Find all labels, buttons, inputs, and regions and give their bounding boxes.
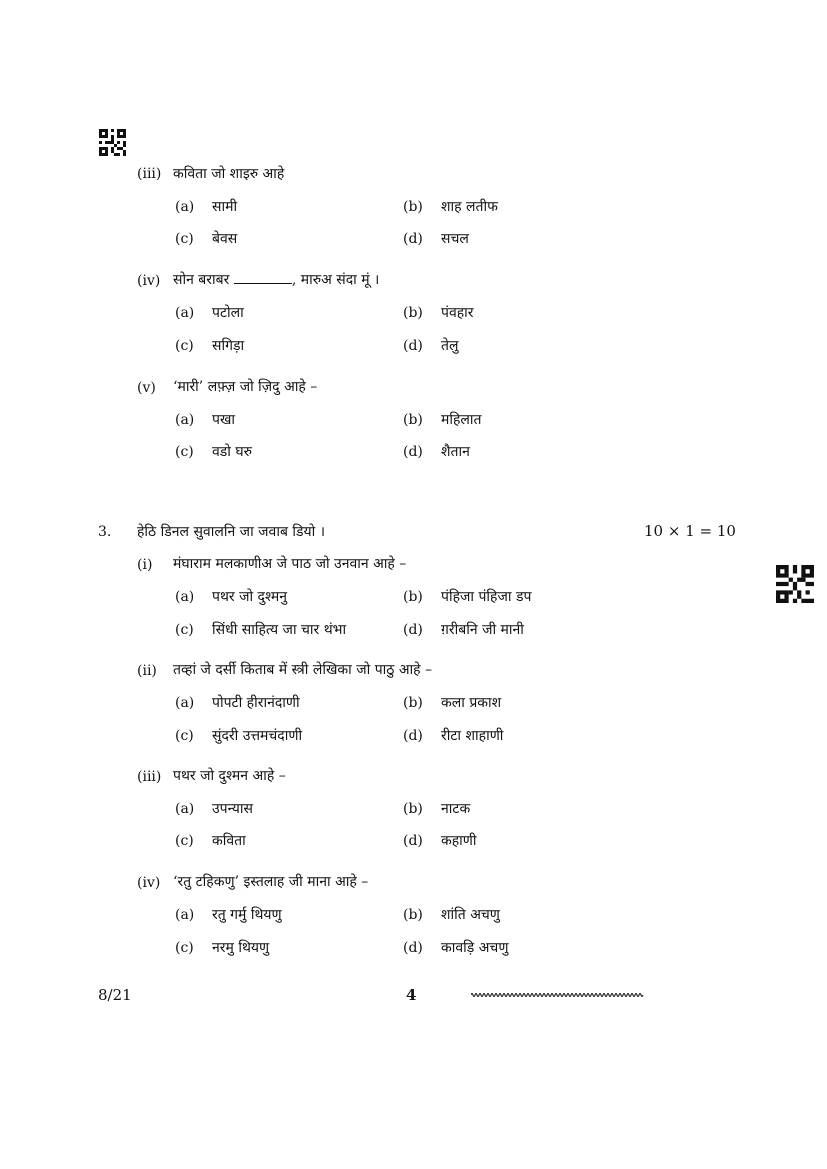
option-text: बेवस [212,231,238,247]
fill-in-blank [234,271,292,284]
section-heading: हेठि डिनल सुवालनि जा जवाब डियो । [137,524,326,540]
question-text [173,270,379,289]
option-text: रतु गर्मु थियणु [212,907,282,923]
option-label: (a) [175,695,195,711]
option-text: तेलु [441,338,459,354]
option-text: कहाणी [441,833,477,849]
option-text: ग़रीबनि जी मानी [441,622,524,638]
question-text-after: , मारुअ संदा मूं । [291,272,380,288]
option-text: पटोला [212,305,244,321]
option-label: (c) [175,231,194,247]
option-text: नरमु थियणु [212,940,270,956]
option-label: (c) [175,444,194,460]
option-label: (b) [403,801,423,817]
option-text: पंवहार [441,305,474,321]
option-text: रीटा शाहाणी [441,728,504,744]
page-number: 4 [406,986,417,1004]
option-label: (b) [403,907,423,923]
option-label: (c) [175,833,194,849]
option-text: वडो घरु [212,444,252,460]
option-label: (d) [403,940,423,956]
option-label: (b) [403,589,423,605]
question-text-before: सोन बराबर [173,272,230,288]
option-text: पंहिजा पंहिजा डप [441,589,532,605]
option-text: शाह लतीफ [441,199,498,215]
question-text: कविता जो शाइरु आहे [173,166,285,182]
question-text: मंघाराम मलकाणीअ जे पाठ जो उनवान आहे – [173,556,407,572]
option-label: (b) [403,199,423,215]
option-text: महिलात [441,412,482,428]
option-text: सामी [212,199,238,215]
option-text: पथर जो दुश्मनु [212,589,288,605]
wavy-line-decoration [471,991,644,999]
option-text: कावड़ि अचणु [441,940,509,956]
question-number: (iii) [137,769,162,785]
option-label: (d) [403,728,423,744]
option-label: (b) [403,695,423,711]
question-text: पथर जो दुश्मन आहे – [173,768,286,784]
question-number: (iv) [137,273,161,289]
option-label: (d) [403,444,423,460]
option-text: उपन्यास [212,801,253,817]
option-text: सचल [441,231,469,247]
option-label: (d) [403,231,423,247]
option-text: नाटक [441,801,471,817]
option-label: (d) [403,338,423,354]
option-label: (d) [403,833,423,849]
option-label: (a) [175,801,195,817]
option-label: (a) [175,412,195,428]
option-label: (d) [403,622,423,638]
option-text: शैतान [441,444,470,460]
qr-code-icon [776,565,814,603]
option-text: शांति अचणु [441,907,500,923]
question-text: ‘मारी’ लफ़्ज़ जो ज़िदु आहे – [173,379,318,395]
option-text: पखा [212,412,236,428]
option-text: सगिड़ा [212,338,245,354]
option-label: (a) [175,305,195,321]
question-number: (i) [137,557,153,573]
qr-code-icon [99,129,126,156]
option-label: (a) [175,199,195,215]
paper-code: 8/21 [98,986,132,1004]
question-text: तव्हां जे दर्सी किताब में स्त्री लेखिका जो पाठु आहे – [173,662,433,678]
option-label: (b) [403,305,423,321]
option-text: कला प्रकाश [441,695,502,711]
question-number: (iv) [137,875,161,891]
question-text: ‘रतु टहिकणु’ इस्तलाह जी माना आहे – [173,874,369,890]
option-label: (b) [403,412,423,428]
question-number: (v) [137,380,156,396]
question-number: (iii) [137,166,162,182]
option-label: (a) [175,907,195,923]
marks-allocation: 10 × 1 = 10 [644,522,736,540]
question-number: (ii) [137,663,157,679]
option-text: सिंधी साहित्य जा चार थंभा [212,622,347,638]
option-label: (c) [175,728,194,744]
option-label: (c) [175,622,194,638]
option-text: कविता [212,833,246,849]
option-label: (c) [175,940,194,956]
question-number: 3. [98,524,112,540]
option-label: (c) [175,338,194,354]
option-text: पोपटी हीरानंदाणी [212,695,300,711]
option-label: (a) [175,589,195,605]
option-text: सुंदरी उत्तमचंदाणी [212,728,303,744]
